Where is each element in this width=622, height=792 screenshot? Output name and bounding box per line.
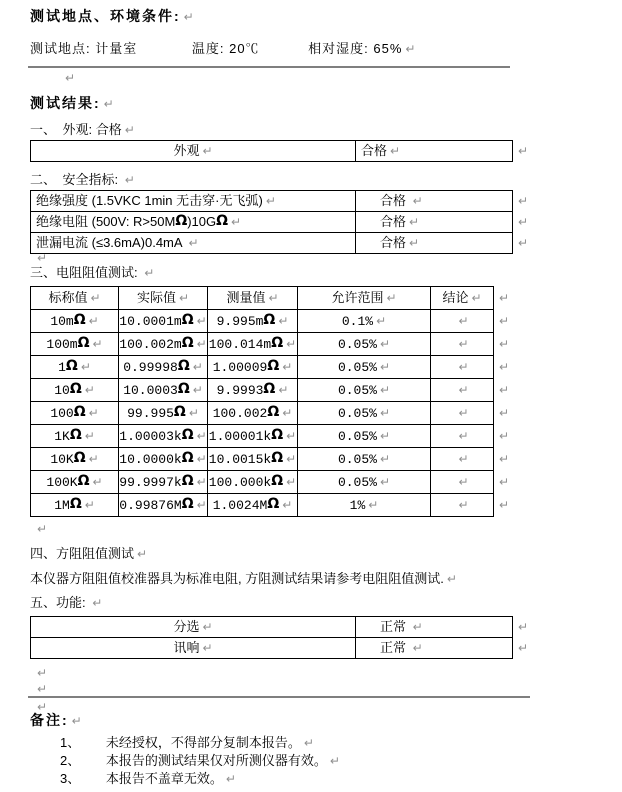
nominal-value-cell: 1Ω ↵ <box>31 356 119 378</box>
nominal-value-cell: 1KΩ ↵ <box>31 425 119 447</box>
divider-bottom <box>28 696 530 698</box>
function-title: 五、功能: ↵ <box>30 592 102 611</box>
measured-value-cell: 1.00009Ω ↵ <box>208 356 298 378</box>
actual-value-cell: 10.0003Ω ↵ <box>119 379 208 401</box>
remark-number: 2、 <box>60 753 81 768</box>
resistance-row <box>31 309 493 332</box>
measured-value-cell: 1.00001kΩ ↵ <box>208 425 298 447</box>
divider-top <box>28 66 510 68</box>
resistance-title: 三、电阻阻值测试: ↵ <box>30 262 154 281</box>
nominal-value-cell: 100KΩ ↵ <box>31 471 119 493</box>
safety-title: 二、 安全指标: ↵ <box>30 169 135 188</box>
function-result-cell: 正常 ↵ <box>356 617 512 637</box>
results-heading <box>30 93 114 113</box>
function-item-cell: 讯响 ↵ <box>31 638 356 658</box>
allowed-range-cell: 1% ↵ <box>298 494 431 516</box>
table-row <box>31 617 512 637</box>
table-row <box>31 232 512 253</box>
sheet-resistance-title: 四、方阻阻值测试 ↵ <box>30 543 147 562</box>
actual-value-cell: 99.9997kΩ ↵ <box>119 471 208 493</box>
remark-number: 1、 <box>60 735 81 750</box>
actual-value-cell: 100.002mΩ ↵ <box>119 333 208 355</box>
safety-result-cell: 合格 ↵ <box>356 233 512 253</box>
function-result-cell: 正常 ↵ <box>356 638 512 658</box>
paragraph-mark <box>34 665 47 680</box>
safety-result-cell: 合格 ↵ <box>356 191 512 211</box>
remarks-heading: 备注: ↵ <box>30 710 82 730</box>
nominal-value-cell: 10mΩ ↵ <box>31 310 119 332</box>
header-nominal: 标称值 ↵ <box>31 287 119 309</box>
resistance-table <box>30 286 494 517</box>
conclusion-cell <box>431 425 493 447</box>
conclusion-cell <box>431 471 493 493</box>
remark-item <box>60 750 340 769</box>
actual-value-cell: 10.0001mΩ ↵ <box>119 310 208 332</box>
safety-result-cell: 合格 ↵ <box>356 212 512 232</box>
nominal-value-cell: 100Ω ↵ <box>31 402 119 424</box>
resistance-row <box>31 355 493 378</box>
conclusion-cell <box>431 402 493 424</box>
env-location: 测试地点: 计量室 <box>30 41 138 56</box>
header-actual: 实际值 ↵ <box>119 287 208 309</box>
remark-text: 本报告的测试结果仅对所测仪器有效。 ↵ <box>106 753 340 768</box>
allowed-range-cell: 0.05% ↵ <box>298 379 431 401</box>
conclusion-cell <box>431 448 493 470</box>
table-row <box>31 191 512 211</box>
actual-value-cell: 10.0000kΩ ↵ <box>119 448 208 470</box>
header-measured: 测量值 ↵ <box>208 287 298 309</box>
env-humidity: 相对湿度: 65% ↵ <box>308 41 415 56</box>
measured-value-cell: 9.995mΩ ↵ <box>208 310 298 332</box>
allowed-range-cell: 0.05% ↵ <box>298 471 431 493</box>
remark-item <box>60 732 314 751</box>
safety-item-cell: 泄漏电流 (≤3.6mA)0.4mA ↵ <box>31 233 356 253</box>
allowed-range-cell: 0.05% ↵ <box>298 356 431 378</box>
conclusion-cell <box>431 379 493 401</box>
appearance-title: 一、 外观: 合格 ↵ <box>30 119 135 138</box>
table-row <box>31 211 512 232</box>
measured-value-cell: 100.014mΩ ↵ <box>208 333 298 355</box>
nominal-value-cell: 10KΩ ↵ <box>31 448 119 470</box>
allowed-range-cell: 0.05% ↵ <box>298 402 431 424</box>
env-conditions-line <box>30 38 415 57</box>
table-row <box>31 637 512 658</box>
allowed-range-cell: 0.1% ↵ <box>298 310 431 332</box>
actual-value-cell: 99.995Ω ↵ <box>119 402 208 424</box>
appearance-item-cell: 外观 ↵ <box>31 141 356 161</box>
conclusion-cell <box>431 356 493 378</box>
resistance-row <box>31 401 493 424</box>
conclusion-cell <box>431 310 493 332</box>
resistance-row <box>31 378 493 401</box>
resistance-row <box>31 424 493 447</box>
appearance-result-cell: 合格 ↵ <box>356 141 512 161</box>
conclusion-cell <box>431 494 493 516</box>
function-item-cell: 分选 ↵ <box>31 617 356 637</box>
function-table <box>30 616 513 659</box>
env-temperature: 温度: 20℃ <box>191 41 260 56</box>
safety-item-cell: 绝缘强度 (1.5VKC 1min 无击穿·无飞弧) ↵ <box>31 191 356 211</box>
allowed-range-cell: 0.05% ↵ <box>298 333 431 355</box>
header-allowed-range: 允许范围 ↵ <box>298 287 431 309</box>
resistance-row <box>31 447 493 470</box>
actual-value-cell: 1.00003kΩ ↵ <box>119 425 208 447</box>
remark-text: 本报告不盖章无效。 ↵ <box>106 771 236 786</box>
safety-item-cell: 绝缘电阻 (500V: R>50MΩ)10GΩ ↵ <box>31 212 356 232</box>
actual-value-cell: 0.99876MΩ ↵ <box>119 494 208 516</box>
appearance-table <box>30 140 513 162</box>
remark-text: 未经授权，不得部分复制本报告。 ↵ <box>106 735 314 750</box>
env-heading <box>30 6 194 26</box>
allowed-range-cell: 0.05% ↵ <box>298 448 431 470</box>
resistance-row <box>31 332 493 355</box>
paragraph-mark <box>62 70 75 85</box>
nominal-value-cell: 100mΩ ↵ <box>31 333 119 355</box>
safety-table <box>30 190 513 254</box>
measured-value-cell: 100.002Ω ↵ <box>208 402 298 424</box>
paragraph-mark <box>34 681 47 696</box>
allowed-range-cell: 0.05% ↵ <box>298 425 431 447</box>
remark-item <box>60 768 236 787</box>
results-heading-text: 测试结果: ↵ <box>30 95 114 111</box>
nominal-value-cell: 1MΩ ↵ <box>31 494 119 516</box>
measured-value-cell: 100.000kΩ ↵ <box>208 471 298 493</box>
env-heading-text: 测试地点、环境条件: ↵ <box>30 8 194 24</box>
resistance-row <box>31 493 493 516</box>
paragraph-mark <box>34 521 47 536</box>
resistance-header-row <box>31 287 493 309</box>
measured-value-cell: 1.0024MΩ ↵ <box>208 494 298 516</box>
remark-number: 3、 <box>60 771 81 786</box>
table-row <box>31 141 512 161</box>
measured-value-cell: 10.0015kΩ ↵ <box>208 448 298 470</box>
conclusion-cell <box>431 333 493 355</box>
header-conclusion: 结论 ↵ <box>431 287 493 309</box>
actual-value-cell: 0.99998Ω ↵ <box>119 356 208 378</box>
resistance-row <box>31 470 493 493</box>
measured-value-cell: 9.9993Ω ↵ <box>208 379 298 401</box>
sheet-resistance-note: 本仪器方阻阻值校准器具为标准电阻, 方阻测试结果请参考电阻阻值测试. ↵ <box>30 568 457 587</box>
nominal-value-cell: 10Ω ↵ <box>31 379 119 401</box>
